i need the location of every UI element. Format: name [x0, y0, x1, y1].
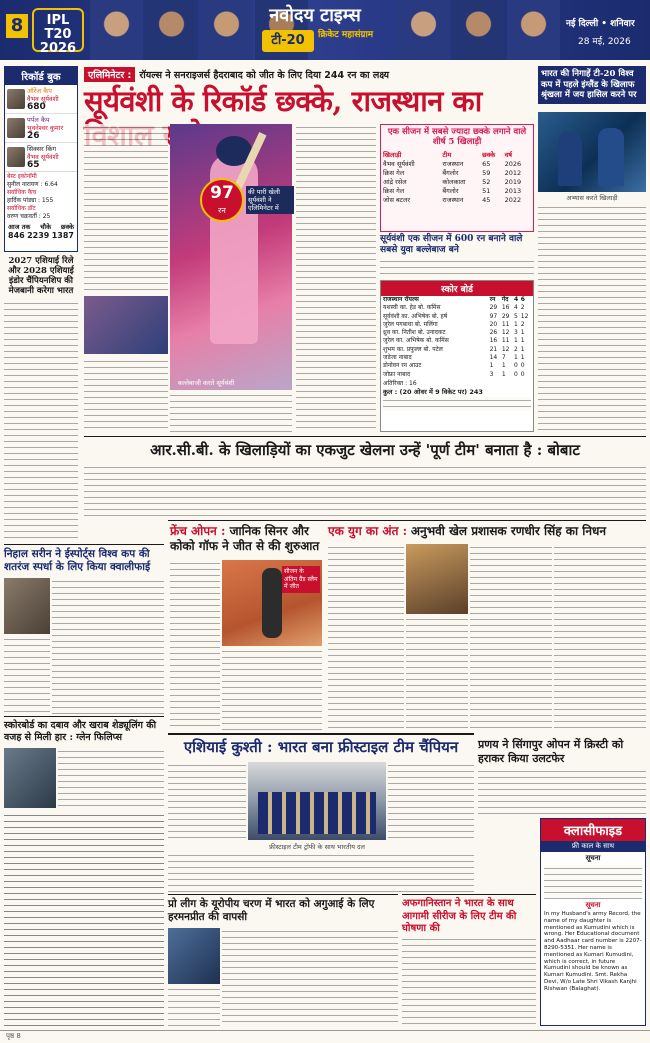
stats-strip — [5, 222, 77, 231]
score-badge — [200, 178, 244, 222]
most-catches-label: सर्वाधिक कैच — [7, 189, 37, 196]
lead-photo-caption: बल्लेबाजी करते सूर्यवंशी — [178, 379, 235, 387]
obit-headline: अनुभवी खेल प्रशासक रणधीर सिंह का निधन — [410, 524, 607, 538]
avatar — [7, 147, 25, 167]
obit-body — [328, 544, 404, 730]
stats-v1: 846 — [8, 231, 25, 240]
obit-kicker: एक युग का अंत : — [328, 524, 408, 538]
randhir-singh-photo — [406, 544, 468, 614]
avatar — [7, 118, 25, 138]
french-open-headline-1: जानिक सिनर और — [229, 524, 309, 538]
lead-body-col3 — [296, 124, 376, 432]
purple-cap — [5, 114, 77, 143]
col-player: खिलाड़ी — [383, 151, 402, 159]
col-year: वर्ष — [504, 151, 512, 159]
table-row: जोफ्रा नाबाद 3 1 0 0 — [383, 370, 525, 378]
lead-kicker-bar — [84, 66, 534, 82]
scorekeeper-body-2 — [4, 812, 164, 1026]
classified-english-notice: In my Husband's army Record, the name of my daughter is mentioned as Kumudini which is wrong. Her Educational document and Aadhaar card number is 2207-8290-5351. Her name is mentioned as Kumari Kumudini, which is correct, in future Kumudini should be known as Kumari Kumudini. Smt. Rekha Devi, W/o Late Shri Vikash Kanjhi Rishwan (Balaghat). — [544, 911, 642, 992]
lead-photo — [170, 124, 292, 390]
paper-name: नवोदय टाइम्स — [269, 5, 361, 26]
classified-box — [540, 818, 646, 1026]
wrestling-body — [168, 762, 246, 842]
record-box — [380, 124, 534, 232]
obit-body-4 — [554, 544, 646, 730]
badge-runs: 97 — [210, 183, 234, 203]
classified-notice-title: सूचना — [585, 901, 601, 909]
obit-body-3 — [470, 544, 552, 730]
orange-cap-value: 680 — [27, 102, 46, 112]
scoreboard-table: राजस्थान रॉयल्स रन गेंद 4 6 यशस्वी का. हेड बो. कमिंस 29 16 4 2 सूर्यवंशी का. अभिषेक बो. हर्ष 97 29 5 12 जुरेल पगबाधा बो. मलिंगा 20 11 1 2 ध्रुव का. नितीश बो. उनादकट 26 12 3 1 जुरेल का. अभिषेक बो. कमिंस 16 11 1 1 शुभम का. प्रफुल्ल बो. पटेल 21 12 2 1 जडेजा नाबाद 14 7 1 1 डोनोवन रन आउट 1 1 0 0 जोफ्रा नाबाद 3 1 0 0 — [381, 296, 533, 379]
table-row: जडेजा नाबाद 14 7 1 1 — [383, 354, 525, 362]
section-badge: टी-20 — [262, 30, 314, 52]
badge-unit: रन — [218, 206, 226, 215]
pro-league-body — [222, 928, 398, 1026]
rcb-body — [84, 464, 646, 518]
orange-cap — [5, 85, 77, 114]
singapore-headline: प्रणय ने सिंगापुर ओपन में क्रिस्टी को हराकर किया उलटफेर — [478, 738, 624, 765]
obit-body-2 — [406, 616, 468, 730]
sixes-label: सिक्सर किंग — [27, 145, 57, 153]
record-book — [4, 66, 78, 252]
avatar — [7, 89, 25, 109]
table-row: शुभम का. प्रफुल्ल बो. पटेल 21 12 2 1 — [383, 345, 525, 353]
chess-body — [52, 578, 164, 714]
table-row: क्रिस गेल बैंगलोर 51 2013 — [383, 186, 522, 195]
french-open-inset: सीजन के अंतिम ग्रैंड स्लैम में जीत — [282, 566, 320, 593]
badge-note: की पारी खेली सूर्यवंशी ने एलिमिनेटर में — [246, 186, 294, 214]
stats-v3: 1387 — [51, 231, 74, 240]
afghanistan-header — [402, 894, 536, 936]
wrestling-photo-caption: फ्रीस्टाइल टीम ट्रॉफी के साथ भारतीय दल — [269, 843, 365, 851]
table-row: जोस बटलर राजस्थान 45 2022 — [383, 195, 522, 204]
masthead — [0, 0, 650, 60]
table-row: आंद्रे रसेल कोलकाता 52 2019 — [383, 177, 522, 186]
french-open-body-2 — [222, 648, 322, 730]
lead-kicker: एलिमिनेटर : — [84, 67, 135, 82]
pro-league-headline: प्रो लीग के यूरोपीय चरण में भारत को अगुआई के लिए हरमनप्रीत की वापसी — [168, 898, 375, 923]
record-book-title: रिकॉर्ड बुक — [5, 67, 77, 85]
table-row: क्रिस गेल बैंगलोर 59 2012 — [383, 168, 522, 177]
rcb-headline: आर.सी.बी. के खिलाड़ियों का एकजुट खेलना उन्हें 'पूर्ण टीम' बनाता है : बोबाट — [150, 441, 580, 459]
harmanpreet-photo — [168, 928, 220, 984]
purple-cap-value: 26 — [27, 131, 40, 141]
best-economy: सुनील नारायण : 6.64 — [7, 181, 58, 188]
wrestling-body-2 — [388, 762, 474, 842]
most-dots: वरुण चक्रवर्ती : 25 — [7, 213, 51, 220]
scorekeeper-headline: स्कोरबोर्ड का दबाव और खराब शेड्यूलिंग की वजह से मिली हार : ग्लेन फिलिप्स — [4, 720, 157, 743]
col-team: टीम — [442, 151, 452, 159]
right-top-headline: भारत की निगाहें टी-20 विश्व कप में पहले इंग्लैंड के खिलाफ श्रृंखला में जय हासिल करने पर — [538, 66, 646, 104]
footer — [0, 1030, 650, 1043]
record-box-title: एक सीजन में सबसे ज्यादा छक्के लगाने वाले शीर्ष 5 खिलाड़ी — [387, 127, 527, 147]
french-open-body — [170, 560, 220, 730]
best-economy-label: बेस्ट इकोनॉमी — [7, 173, 37, 180]
edition: नई दिल्ली • शनिवार — [566, 19, 635, 29]
chess-headline: निहाल सरीन ने ईस्पोर्ट्स विश्व कप की शतरंज स्पर्धा के लिए किया क्वालीफाई — [4, 548, 151, 573]
left-mid-headline: 2027 एशियाई रिले और 2028 एशियाई इंडोर चैंपियनशिप की मेजबानी करेगा भारत — [8, 256, 74, 296]
wrestling-headline: एशियाई कुश्ती : भारत बना फ्रीस्टाइल टीम चैंपियन — [183, 738, 459, 756]
scorekeeper-body — [58, 748, 164, 808]
obit-header — [328, 524, 646, 539]
player-inset-photo — [84, 296, 168, 354]
most-catches: हार्दिक पांड्या : 155 — [7, 197, 54, 204]
right-top-photo-caption: अभ्यास करते खिलाड़ी — [566, 194, 618, 202]
table-row: सूर्यवंशी का. अभिषेक बो. हर्ष 97 29 5 12 — [383, 312, 529, 320]
stats-col1: चौके — [40, 223, 52, 231]
french-open-header — [170, 524, 322, 554]
orange-cap-name: वैभव सूर्यवंशी — [27, 95, 59, 103]
stats-title: आज तक — [8, 223, 31, 231]
pro-league-body-2 — [168, 986, 220, 1026]
afghanistan-body — [402, 936, 536, 1026]
right-top-photo — [538, 112, 646, 192]
orange-cap-label: ऑरेंज कैप — [27, 87, 52, 95]
record-sub-body — [380, 258, 534, 278]
col-sixes: छक्के — [482, 151, 496, 159]
phillips-photo — [4, 748, 56, 808]
chess-player-photo — [4, 578, 50, 634]
table-row: वैभव सूर्यवंशी राजस्थान 65 2026 — [383, 159, 522, 168]
french-open-kicker: फ्रेंच ओपन : — [170, 524, 226, 538]
lead-kicker-text: रॉयल्स ने सनराइजर्स हैदराबाद को जीत के लिए दिया 244 रन का लक्ष्य — [139, 69, 390, 81]
lead-body-col1 — [84, 124, 168, 294]
scoreboard-total: कुल : (20 ओवर में 9 विकेट पर) 243 — [383, 387, 483, 396]
classified-title: क्लासीफाइड — [541, 819, 645, 841]
scoreboard-title: स्कोर बोर्ड — [381, 281, 533, 296]
footer-left: पृष्ठ 8 — [6, 1032, 21, 1040]
page-number: 8 — [6, 14, 28, 38]
scoreboard — [380, 280, 534, 432]
date: 28 मई, 2026 — [578, 37, 631, 47]
classified-sub2: सूचना — [585, 854, 601, 862]
scoreboard-extras: अतिरिक्त : 16 — [383, 379, 417, 387]
french-open-headline-2: कोको गॉफ ने जीत से की शुरुआत — [170, 539, 320, 553]
right-top-body — [538, 204, 646, 432]
section-sub: क्रिकेट महासंग्राम — [318, 30, 374, 40]
table-row: डोनोवन रन आउट 1 1 0 0 — [383, 362, 525, 370]
sixer-king — [5, 143, 77, 172]
ipl-logo: IPL T20 2026 — [32, 8, 84, 52]
record-sub-headline: सूर्यवंशी एक सीजन में 600 रन बनाने वाले सबसे युवा बल्लेबाज बने — [380, 234, 523, 255]
sixes-name: वैभव सूर्यवंशी — [27, 153, 59, 161]
purple-cap-label: पर्पल कैप — [27, 116, 50, 124]
lead-body-col1b — [84, 358, 168, 432]
wrestling-body-3 — [168, 852, 474, 892]
purple-cap-name: भुवनेश्वर कुमार — [27, 124, 64, 132]
afghanistan-headline: अफगानिस्तान ने भारत के साथ आगामी सीरीज के लिए टीम की घोषणा की — [402, 898, 517, 934]
sixes-table — [381, 150, 533, 204]
stats-col2: छक्के — [60, 223, 74, 231]
table-row: ध्रुव का. नितीश बो. उनादकट 26 12 3 1 — [383, 329, 525, 337]
chess-body-2 — [4, 636, 50, 714]
classified-subtitle: फ्री काल के साथ — [541, 841, 645, 852]
left-mid-body — [4, 300, 78, 540]
table-row: जुरेल का. अभिषेक बो. कमिंस 16 11 1 1 — [383, 337, 525, 345]
scoreboard-team: राजस्थान रॉयल्स — [383, 296, 419, 303]
stats-v2: 2239 — [27, 231, 50, 240]
singapore-body — [478, 768, 646, 814]
table-row: यशस्वी का. हेड बो. कमिंस 29 16 4 2 — [383, 304, 525, 312]
table-row: जुरेल पगबाधा बो. मलिंगा 20 11 1 2 — [383, 320, 525, 328]
stats-values — [5, 231, 77, 240]
lead-body-col2 — [170, 392, 292, 432]
wrestling-photo — [248, 762, 386, 840]
most-dots-label: सर्वाधिक डॉट — [7, 205, 36, 212]
sixes-value: 65 — [27, 160, 40, 170]
lead-headline: सूर्यवंशी के रिकॉर्ड छक्के, राजस्थान का — [84, 84, 482, 118]
